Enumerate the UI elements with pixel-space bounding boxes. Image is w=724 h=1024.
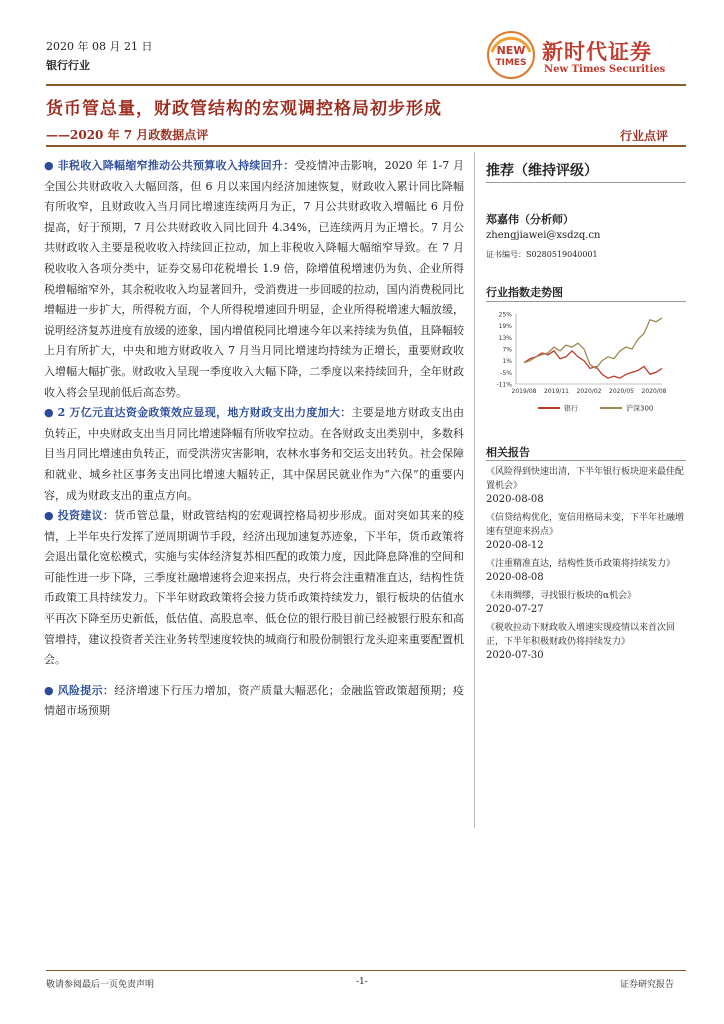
related-report-date: 2020-08-08 — [486, 572, 544, 583]
related-report-date: 2020-08-08 — [486, 494, 544, 505]
related-report-item[interactable] — [486, 621, 686, 663]
related-reports-title: 相关报告 — [486, 446, 530, 459]
report-type: 行业点评 — [620, 129, 669, 143]
paragraph-lead: 投资建议： — [57, 509, 115, 523]
chart-y-tick-label: 1% — [502, 358, 512, 366]
footer-disclaimer: 敬请参阅最后一页免责声明 — [46, 980, 155, 990]
paragraph-lead: 2 万亿元直达资金政策效应显现，地方财政支出力度加大： — [57, 406, 352, 420]
report-subtitle: ——2020 年 7 月政数据点评 — [46, 128, 209, 142]
chart-x-tick-label: 2020/02 — [576, 388, 602, 395]
analyst-certificate: 证书编号：S0280519040001 — [486, 250, 598, 259]
report-sector: 银行行业 — [46, 59, 90, 72]
chart-x-tick-label: 2019/08 — [511, 388, 537, 395]
chart-y-tick-label: -5% — [500, 369, 512, 377]
title-divider — [46, 145, 686, 147]
bullet-icon: ● — [44, 509, 54, 523]
report-date: 2020 年 08 月 21 日 — [46, 40, 153, 53]
footer-report-label: 证券研究报告 — [620, 980, 675, 990]
chart-x-tick-label: 2019/11 — [544, 388, 569, 395]
logo-circle-bottom: TIMES — [495, 58, 527, 68]
chart-series-line-csi300 — [524, 318, 662, 369]
paragraph-text: 经济增速下行压力增加，资产质量大幅恶化；金融监管政策超预期；疫情超市场预期 — [44, 683, 465, 718]
logo-chinese-name: 新时代证券 — [542, 40, 652, 64]
chart-title: 行业指数走势图 — [486, 286, 563, 299]
chart-x-tick-label: 2020/05 — [609, 388, 634, 395]
related-report-item[interactable] — [486, 465, 686, 507]
company-logo — [486, 30, 686, 82]
paragraph-expenditure — [44, 403, 464, 506]
related-report-title: 《信贷结构优化，宽信用格局未变，下半年社融增速有望迎来拐点》 — [486, 513, 685, 537]
paragraph-text: 受疫情冲击影响，2020 年 1-7 月全国公共财政收入大幅回落，但 6 月以来国内经济加速恢复，财政收入累计同比降幅有所收窄，且财政收入当月同比增速连续两月为正，7 月公共财政收入增幅比 6 月份提高，好于预期，7 月公共财政收入同比回升 4.34%，已连续两月为正增长。7 月公共财政收入主要是税收收入持续回正拉动，加上非税收入降幅大幅缩窄导致。在 7 月税收收入各项分类中，证券交易印花税增长 1.9 倍，除增值税增速仍为负、企业所得税增幅缩窄外，其余税收收入均显著回升，受消费进一步回暖的拉动，国内消费税同比增幅进一步扩大，所得税方面，个人所得税增速回升明显，企业所得税增速大幅放缓，说明经济复苏进度有放缓的迹象，国内增值税同比增速今年以来持续为负值，且降幅较上月有所扩大，中央和地方财政收入 7 月当月同比增速均持续为正增长，重要财政收入增幅大幅扩张。财政收入呈现一季度收入大幅下降，二季度以来持续回升，全年财政收入将会呈现前低后高态势。 — [44, 159, 464, 399]
related-report-item[interactable] — [486, 557, 686, 585]
chart-legend-label: 沪深300 — [626, 404, 654, 413]
related-report-date: 2020-07-27 — [486, 604, 544, 615]
related-report-title: 《未雨绸缪，寻找银行板块的α机会》 — [486, 591, 637, 601]
paragraph-lead: 非税收入降幅缩窄推动公共预算收入持续回升： — [57, 159, 295, 172]
analyst-name: 郑嘉伟（分析师） — [486, 213, 574, 226]
related-report-title: 《注重精准直达，结构性货币政策将持续发力》 — [486, 559, 676, 569]
paragraph-investment-advice — [44, 506, 464, 671]
report-body — [44, 156, 464, 722]
investment-rating: 推荐（维持评级） — [486, 163, 598, 179]
related-report-title: 《税收拉动下财政收入增速实现疫情以来首次回正，下半年积极财政仍将持续发力》 — [486, 623, 676, 647]
column-divider — [474, 152, 475, 828]
header-divider — [46, 84, 686, 86]
chart-x-tick-label: 2020/08 — [641, 388, 667, 395]
paragraph-text: 货币管总量，财政管结构的宏观调控格局初步形成。面对突如其来的疫情，上半年央行发挥了逆周期调节手段，经济出现加速复苏迹象，下半年，货币政策将会退出量化宽松模式，实施与实体经济复苏相匹配的政策力度，因此降息降准的空间和可能性进一步下降，三季度社融增速将会迎来拐点，央行将会注重精准直达，结构性货币政策工具持续发力。下半年财政政策将会接力货币政策持续发力，银行板块的估值水平再次下降至历史新低，低估值、高股息率、低仓位的银行股目前已经被银行股东和高管增持，建议投资者关注业务转型速度较快的城商行和股份制银行龙头迎来重要配置机会。 — [44, 509, 465, 667]
logo-circle-top: NEW — [496, 44, 526, 57]
related-report-title: 《风险得到快速出清，下半年银行板块迎来最佳配置机会》 — [486, 467, 685, 491]
footer-divider — [46, 970, 686, 971]
related-report-date: 2020-08-12 — [486, 540, 544, 551]
report-title: 货币管总量，财政管结构的宏观调控格局初步形成 — [46, 99, 442, 119]
paragraph-text: 主要是地方财政支出由负转正，中央财政支出当月同比增速降幅有所收窄拉动。在各财政支出类别中，多数科目当月同比增速由负转正，而受洪涝灾害影响，农林水事务和交运支出转负。社会保障和就业、城乡社区事务支出同比增速大幅转正，其中保居民就业作为“六保”的重要内容，成为财政支出的重点方向。 — [44, 406, 464, 502]
logo-emblem-icon — [486, 30, 536, 80]
chart-y-tick-label: -11% — [496, 381, 512, 389]
analyst-email: zhengjiawei@xsdzq.cn — [486, 230, 601, 241]
chart-legend-label: 银行 — [564, 404, 578, 413]
chart-series-line-bank — [524, 351, 662, 378]
bullet-icon: ● — [44, 406, 54, 420]
rating-divider — [486, 182, 686, 183]
paragraph-lead: 风险提示： — [57, 683, 115, 697]
chart-y-tick-label: 25% — [498, 311, 512, 319]
chart-y-tick-label: 19% — [498, 323, 512, 331]
bullet-icon: ● — [44, 683, 54, 697]
related-report-date: 2020-07-30 — [486, 650, 544, 661]
chart-y-tick-label: 7% — [502, 346, 512, 354]
related-report-item[interactable] — [486, 589, 686, 617]
related-report-item[interactable] — [486, 511, 686, 553]
paragraph-revenue — [44, 156, 464, 403]
page-number: -1- — [356, 977, 368, 987]
industry-index-chart — [486, 306, 686, 422]
logo-english-name: New Times Securities — [544, 64, 666, 75]
chart-y-tick-label: 13% — [498, 334, 512, 342]
paragraph-risk — [44, 681, 464, 722]
related-reports-list — [486, 461, 686, 663]
chart-divider — [486, 301, 686, 302]
bullet-icon: ● — [44, 159, 54, 172]
